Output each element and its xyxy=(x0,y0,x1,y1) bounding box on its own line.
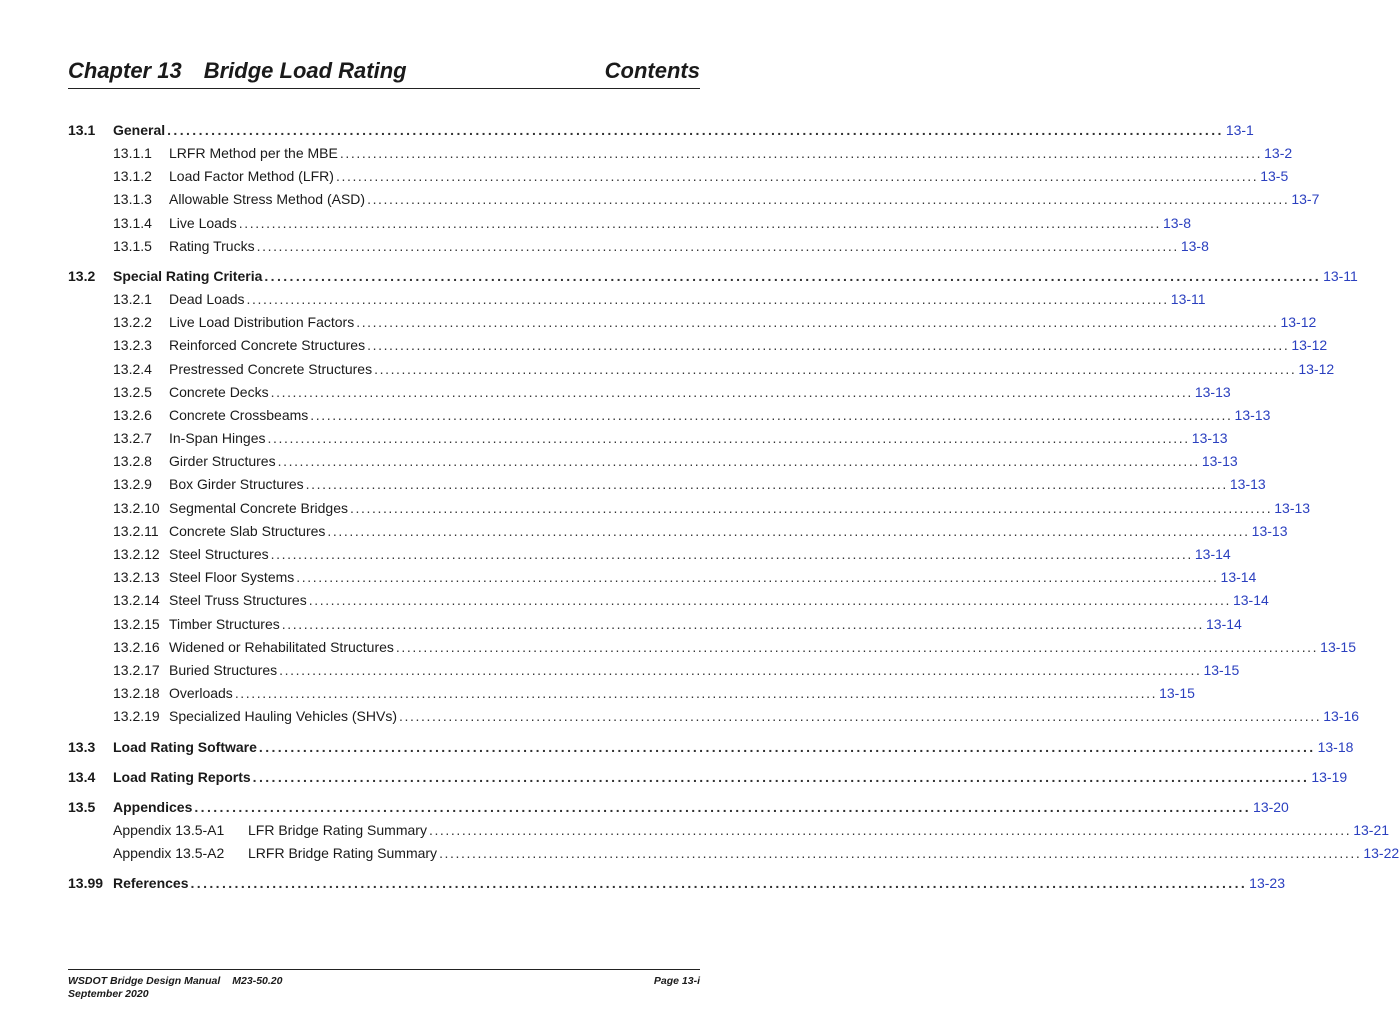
section-title[interactable]: Special Rating Criteria xyxy=(113,267,263,284)
subsection-title[interactable]: Buried Structures xyxy=(169,661,278,678)
subsection-title[interactable]: Reinforced Concrete Structures xyxy=(169,337,366,354)
subsection-page-link[interactable]: 13-22 xyxy=(1363,844,1399,861)
subsection-number: Appendix 13.5-A2 xyxy=(113,844,225,861)
section-page-link[interactable]: 13-11 xyxy=(1323,267,1358,284)
subsection-page-link[interactable]: 13-13 xyxy=(1191,430,1228,447)
chapter-number: Chapter 13 xyxy=(68,58,182,83)
footer-page-number: Page 13-i xyxy=(653,975,700,987)
dot-leader: ........................................................................................................................................................................ xyxy=(310,406,1233,423)
dot-leader: ........................................................................................................................................................................ xyxy=(167,122,1224,138)
dot-leader: ........................................................................................................................................................................ xyxy=(335,168,1259,185)
subsection-page-link[interactable]: 13-8 xyxy=(1180,237,1209,254)
dot-leader: ........................................................................................................................................................................ xyxy=(367,191,1290,208)
subsection-title[interactable]: LRFR Bridge Rating Summary xyxy=(248,844,438,861)
subsection-page-link[interactable]: 13-21 xyxy=(1353,821,1390,838)
section-title[interactable]: General xyxy=(113,122,166,138)
subsection-page-link[interactable]: 13-5 xyxy=(1260,168,1289,185)
subsection-page-link[interactable]: 13-16 xyxy=(1323,708,1360,725)
subsection-title[interactable]: Allowable Stress Method (ASD) xyxy=(169,191,366,208)
subsection-title[interactable]: Concrete Decks xyxy=(169,383,269,400)
dot-leader: ........................................................................................................................................................................ xyxy=(374,360,1297,377)
toc-subsection-entry[interactable] xyxy=(68,659,1240,682)
subsection-number: 13.2.19 xyxy=(113,708,160,725)
subsection-title[interactable]: Steel Floor Systems xyxy=(169,569,295,586)
subsection-page-link[interactable]: 13-13 xyxy=(1234,406,1271,423)
toc-subsection-entry[interactable] xyxy=(68,404,1271,427)
subsection-title[interactable]: Girder Structures xyxy=(169,453,276,470)
toc-subsection-entry[interactable] xyxy=(68,520,1288,543)
section-page-link[interactable]: 13-20 xyxy=(1253,798,1289,815)
subsection-page-link[interactable]: 13-13 xyxy=(1201,453,1238,470)
toc-subsection-entry[interactable] xyxy=(68,682,1195,705)
subsection-title[interactable]: Widened or Rehabilitated Structures xyxy=(169,638,394,655)
manual-name: WSDOT Bridge Design Manual xyxy=(68,975,221,987)
subsection-page-link[interactable]: 13-11 xyxy=(1170,290,1206,307)
toc-subsection-entry[interactable] xyxy=(68,636,1356,659)
section-page-link[interactable]: 13-19 xyxy=(1311,768,1348,785)
subsection-number: 13.2.8 xyxy=(113,453,152,470)
toc-subsection-entry[interactable] xyxy=(68,473,1266,496)
subsection-number: 13.2.11 xyxy=(113,522,159,539)
subsection-number: 13.2.1 xyxy=(113,290,152,307)
page-header xyxy=(68,56,700,89)
subsection-title[interactable]: Box Girder Structures xyxy=(169,476,304,493)
chapter-title: Bridge Load Rating xyxy=(203,58,407,83)
subsection-number: 13.2.2 xyxy=(113,314,152,331)
dot-leader: ........................................................................................................................................................................ xyxy=(270,383,1193,400)
section-number: 13.2 xyxy=(68,267,96,284)
dot-leader: ........................................................................................................................................................................ xyxy=(308,592,1231,609)
toc-section-entry[interactable] xyxy=(68,871,1285,895)
dot-leader: ........................................................................................................................................................................ xyxy=(339,145,1263,161)
subsection-page-link[interactable]: 13-15 xyxy=(1203,661,1240,678)
toc-subsection-entry[interactable] xyxy=(68,613,1242,636)
footer-manual-info xyxy=(68,975,282,988)
dot-leader: ........................................................................................................................................................................ xyxy=(281,615,1204,632)
subsection-page-link[interactable]: 13-14 xyxy=(1220,569,1257,586)
dot-leader: ........................................................................................................................................................................ xyxy=(399,708,1322,725)
section-page-link[interactable]: 13-18 xyxy=(1317,738,1354,755)
section-number: 13.5 xyxy=(68,798,96,815)
subsection-page-link[interactable]: 13-12 xyxy=(1298,360,1335,377)
dot-leader: ........................................................................................................................................................................ xyxy=(327,522,1250,539)
toc-subsection-entry[interactable] xyxy=(68,188,1320,211)
section-title[interactable]: Load Rating Reports xyxy=(113,768,251,785)
subsection-page-link[interactable]: 13-12 xyxy=(1280,314,1317,331)
dot-leader: ........................................................................................................................................................................ xyxy=(367,337,1290,354)
subsection-number: 13.2.16 xyxy=(113,638,160,655)
dot-leader: ........................................................................................................................................................................ xyxy=(264,267,1322,284)
subsection-title[interactable]: Live Loads xyxy=(169,214,237,231)
dot-leader: ........................................................................................................................................................................ xyxy=(238,214,1161,231)
section-title[interactable]: References xyxy=(113,874,189,891)
dot-leader: ........................................................................................................................................................................ xyxy=(270,546,1193,562)
subsection-number: Appendix 13.5-A1 xyxy=(113,821,225,838)
dot-leader: ........................................................................................................................................................................ xyxy=(428,821,1352,838)
subsection-number: 13.2.14 xyxy=(113,592,160,609)
section-title[interactable]: Appendices xyxy=(113,798,193,815)
subsection-number: 13.1.3 xyxy=(113,191,152,208)
subsection-page-link[interactable]: 13-13 xyxy=(1229,476,1266,493)
dot-leader: ........................................................................................................................................................................ xyxy=(258,738,1316,755)
subsection-title[interactable]: Steel Truss Structures xyxy=(169,592,307,609)
subsection-title[interactable]: Concrete Slab Structures xyxy=(169,522,326,539)
section-number: 13.99 xyxy=(68,874,104,891)
dot-leader: ........................................................................................................................................................................ xyxy=(350,499,1273,516)
subsection-page-link[interactable]: 13-13 xyxy=(1194,383,1231,400)
toc-subsection-entry[interactable] xyxy=(68,288,1206,311)
subsection-page-link[interactable]: 13-15 xyxy=(1320,638,1356,655)
subsection-page-link[interactable]: 13-14 xyxy=(1232,592,1269,609)
toc-appendix-entry[interactable] xyxy=(68,842,1399,865)
subsection-page-link[interactable]: 13-8 xyxy=(1162,214,1192,231)
dot-leader: ........................................................................................................................................................................ xyxy=(296,569,1219,586)
section-number: 13.3 xyxy=(68,738,96,755)
toc-subsection-entry[interactable] xyxy=(68,142,1293,165)
toc-subsection-entry[interactable] xyxy=(68,381,1231,404)
subsection-page-link[interactable]: 13-12 xyxy=(1291,337,1328,354)
subsection-number: 13.2.4 xyxy=(113,360,152,377)
toc-section-entry[interactable] xyxy=(68,795,1289,819)
toc-section-entry[interactable] xyxy=(68,118,1254,142)
page-footer xyxy=(68,969,700,1001)
chapter-heading xyxy=(68,58,407,88)
subsection-title[interactable]: Specialized Hauling Vehicles (SHVs) xyxy=(169,708,397,725)
toc-section-entry[interactable] xyxy=(68,264,1358,288)
subsection-title[interactable]: Timber Structures xyxy=(169,615,280,632)
subsection-number: 13.2.10 xyxy=(113,499,160,516)
subsection-page-link[interactable]: 13-2 xyxy=(1264,145,1293,161)
subsection-number: 13.2.9 xyxy=(113,476,152,493)
subsection-page-link[interactable]: 13-15 xyxy=(1159,685,1195,702)
subsection-title[interactable]: LRFR Method per the MBE xyxy=(169,145,338,161)
subsection-number: 13.2.12 xyxy=(113,546,160,562)
toc-subsection-entry[interactable] xyxy=(68,705,1360,728)
subsection-title[interactable]: LFR Bridge Rating Summary xyxy=(248,821,427,838)
toc-subsection-entry[interactable] xyxy=(68,358,1335,381)
subsection-title[interactable]: Segmental Concrete Bridges xyxy=(169,499,348,516)
dot-leader: ........................................................................................................................................................................ xyxy=(279,661,1202,678)
subsection-number: 13.1.2 xyxy=(113,168,152,185)
dot-leader: ........................................................................................................................................................................ xyxy=(246,290,1169,307)
section-page-link[interactable]: 13-23 xyxy=(1249,874,1285,891)
toc-subsection-entry[interactable] xyxy=(68,450,1238,473)
dot-leader: ........................................................................................................................................................................ xyxy=(194,798,1252,815)
toc-subsection-entry[interactable] xyxy=(68,235,1209,258)
subsection-number: 13.2.3 xyxy=(113,337,152,354)
footer-date: September 2020 xyxy=(68,988,149,1000)
subsection-number: 13.2.15 xyxy=(113,615,160,632)
subsection-number: 13.2.13 xyxy=(113,569,160,586)
subsection-number: 13.2.18 xyxy=(113,685,160,702)
subsection-number: 13.2.5 xyxy=(113,383,152,400)
subsection-title[interactable]: Rating Trucks xyxy=(169,237,255,254)
toc-subsection-entry[interactable] xyxy=(68,212,1192,235)
manual-number: M23-50.20 xyxy=(232,975,283,987)
section-page-link[interactable]: 13-1 xyxy=(1225,122,1254,138)
subsection-number: 13.2.6 xyxy=(113,406,152,423)
subsection-title[interactable]: Overloads xyxy=(169,685,233,702)
toc-subsection-entry[interactable] xyxy=(68,497,1311,520)
subsection-page-link[interactable]: 13-7 xyxy=(1291,191,1320,208)
toc-appendix-entry[interactable] xyxy=(68,819,1390,842)
dot-leader: ........................................................................................................................................................................ xyxy=(256,237,1179,254)
section-title[interactable]: Load Rating Software xyxy=(113,738,257,755)
dot-leader: ........................................................................................................................................................................ xyxy=(252,768,1310,785)
subsection-title[interactable]: Prestressed Concrete Structures xyxy=(169,360,373,377)
toc-subsection-entry[interactable] xyxy=(68,589,1269,612)
subsection-page-link[interactable]: 13-13 xyxy=(1274,499,1311,516)
section-number: 13.1 xyxy=(68,122,96,138)
subsection-title[interactable]: Dead Loads xyxy=(169,290,245,307)
subsection-title[interactable]: In-Span Hinges xyxy=(169,430,266,447)
dot-leader: ........................................................................................................................................................................ xyxy=(267,430,1190,447)
dot-leader: ........................................................................................................................................................................ xyxy=(190,874,1248,891)
table-of-contents xyxy=(68,118,1399,895)
subsection-number: 13.2.17 xyxy=(113,661,160,678)
subsection-title[interactable]: Live Load Distribution Factors xyxy=(169,314,355,331)
subsection-title[interactable]: Concrete Crossbeams xyxy=(169,406,309,423)
dot-leader: ........................................................................................................................................................................ xyxy=(234,685,1158,702)
section-number: 13.4 xyxy=(68,768,96,785)
dot-leader: ........................................................................................................................................................................ xyxy=(356,314,1279,331)
subsection-page-link[interactable]: 13-14 xyxy=(1206,615,1242,632)
toc-subsection-entry[interactable] xyxy=(68,543,1231,566)
subsection-number: 13.2.7 xyxy=(113,430,152,447)
dot-leader: ........................................................................................................................................................................ xyxy=(439,844,1362,861)
dot-leader: ........................................................................................................................................................................ xyxy=(277,453,1200,470)
toc-subsection-entry[interactable] xyxy=(68,165,1289,188)
subsection-page-link[interactable]: 13-14 xyxy=(1194,546,1231,562)
subsection-number: 13.1.5 xyxy=(113,237,152,254)
toc-subsection-entry[interactable] xyxy=(68,311,1317,334)
toc-section-entry[interactable] xyxy=(68,765,1348,789)
toc-subsection-entry[interactable] xyxy=(68,566,1257,589)
dot-leader: ........................................................................................................................................................................ xyxy=(395,638,1319,655)
contents-label: Contents xyxy=(604,58,700,83)
subsection-title[interactable]: Steel Structures xyxy=(169,546,269,562)
toc-subsection-entry[interactable] xyxy=(68,334,1328,357)
subsection-number: 13.1.1 xyxy=(113,145,152,161)
toc-subsection-entry[interactable] xyxy=(68,427,1228,450)
subsection-page-link[interactable]: 13-13 xyxy=(1251,522,1288,539)
subsection-number: 13.1.4 xyxy=(113,214,152,231)
toc-section-entry[interactable] xyxy=(68,735,1354,759)
dot-leader: ........................................................................................................................................................................ xyxy=(305,476,1228,493)
subsection-title[interactable]: Load Factor Method (LFR) xyxy=(169,168,334,185)
